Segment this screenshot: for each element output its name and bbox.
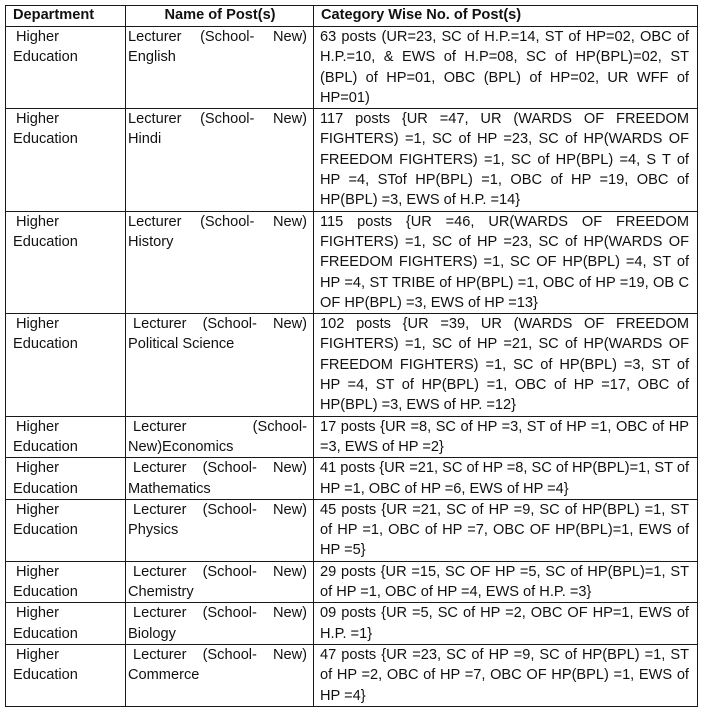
posts-table <box>5 5 698 707</box>
post-line1: Lecturer (School- New) <box>128 29 307 45</box>
department-line1: Higher <box>16 213 59 230</box>
department-line2: Education <box>13 233 78 250</box>
post-line1: Lecturer (School- New) <box>133 646 307 663</box>
department-line1: Higher <box>16 418 59 435</box>
department-cell <box>6 499 126 561</box>
category-cell: 09 posts {UR =5, SC of HP =2, OBC OF HP=1, EWS of H.P. =1} <box>314 603 698 645</box>
table-row <box>6 416 698 458</box>
department-line2: Education <box>13 625 78 642</box>
department-line2: Education <box>13 667 78 684</box>
department-line2: Education <box>13 584 78 601</box>
header-category: Category Wise No. of Post(s) <box>314 6 698 27</box>
department-line2: Education <box>13 336 78 353</box>
post-name-cell <box>126 211 314 313</box>
post-name-cell <box>126 561 314 603</box>
department-cell <box>6 561 126 603</box>
post-name-cell <box>126 314 314 416</box>
post-line1: Lecturer (School- New) <box>128 213 307 230</box>
post-line2: Commerce <box>128 667 200 684</box>
department-line1: Higher <box>16 646 59 663</box>
department-line1: Higher <box>16 605 59 622</box>
post-name-cell <box>126 27 314 109</box>
department-line2: Education <box>13 522 78 539</box>
category-cell: 45 posts {UR =21, SC of HP =9, SC of HP(BPL) =1, ST of HP =1, OBC of HP =7, OBC OF HP(BPL)=1, EWS of HP =5} <box>314 499 698 561</box>
header-post-name: Name of Post(s) <box>126 6 314 27</box>
post-line2: New)Economics <box>128 438 234 455</box>
post-line2: Political Science <box>128 336 235 353</box>
post-line2: Hindi <box>128 131 162 148</box>
post-name-cell <box>126 603 314 645</box>
post-line2: Chemistry <box>128 584 194 601</box>
department-cell <box>6 416 126 458</box>
post-line2: English <box>128 49 176 66</box>
header-row <box>6 6 698 27</box>
department-cell <box>6 603 126 645</box>
category-cell: 47 posts {UR =23, SC of HP =9, SC of HP(BPL) =1, ST of HP =2, OBC of HP =7, OBC OF HP(BPL) =1, EWS of HP =4} <box>314 644 698 706</box>
department-cell <box>6 109 126 211</box>
department-line2: Education <box>13 438 78 455</box>
department-line2: Education <box>13 49 78 66</box>
post-name-cell <box>126 644 314 706</box>
department-cell <box>6 458 126 500</box>
table-row <box>6 603 698 645</box>
table-row <box>6 561 698 603</box>
department-line1: Higher <box>16 111 59 128</box>
department-cell <box>6 644 126 706</box>
department-line1: Higher <box>16 29 59 45</box>
table-row <box>6 644 698 706</box>
table-row <box>6 109 698 211</box>
department-line2: Education <box>13 480 78 497</box>
table-row <box>6 27 698 109</box>
post-name-cell <box>126 458 314 500</box>
category-cell: 117 posts {UR =47, UR (WARDS OF FREEDOM FIGHTERS) =1, SC of HP =23, SC of HP(WARDS OF FREEDOM FIGHTERS) =1, SC of HP(BPL) =4, S T of HP =4, STof HP(BPL) =1, OBC of HP =19, OBC of HP(BPL) =3, EWS of H.P. =14} <box>314 109 698 211</box>
department-line1: Higher <box>16 460 59 477</box>
post-name-cell <box>126 109 314 211</box>
post-line1: Lecturer (School- New) <box>133 460 307 477</box>
category-cell: 63 posts (UR=23, SC of H.P.=14, ST of HP=02, OBC of H.P.=10, & EWS of H.P=08, SC of HP(BPL)=02, ST (BPL) of HP=01, OBC (BPL) of HP=02, UR WFF of HP=01) <box>314 27 698 109</box>
department-cell <box>6 27 126 109</box>
post-line1: Lecturer (School- <box>133 418 307 435</box>
category-cell: 29 posts {UR =15, SC OF HP =5, SC of HP(BPL)=1, ST of HP =1, OBC of HP =4, EWS of H.P. =3} <box>314 561 698 603</box>
table-row <box>6 458 698 500</box>
category-cell: 115 posts {UR =46, UR(WARDS OF FREEDOM FIGHTERS) =1, SC of HP =23, SC of HP(WARDS OF FREEDOM FIGHTERS) =1, SC OF HP(BPL) =4, ST of HP =4, ST TRIBE of HP(BPL) =1, OBC of HP =19, OB C OF HP(BPL) =3, EWS of HP =13} <box>314 211 698 313</box>
post-line2: Mathematics <box>128 480 211 497</box>
post-line2: History <box>128 233 174 250</box>
post-name-cell <box>126 416 314 458</box>
header-department: Department <box>6 6 126 27</box>
post-line1: Lecturer (School- New) <box>133 316 307 333</box>
post-line1: Lecturer (School- New) <box>128 111 307 128</box>
table-row <box>6 211 698 313</box>
department-line2: Education <box>13 131 78 148</box>
post-line1: Lecturer (School- New) <box>133 563 307 580</box>
department-line1: Higher <box>16 316 59 333</box>
category-cell: 102 posts {UR =39, UR (WARDS OF FREEDOM FIGHTERS) =1, SC of HP =21, SC of HP(WARDS OF FREEDOM FIGHTERS) =1, SC of HP(BPL) =3, ST of HP =4, ST of HP(BPL) =1, OBC of HP =17, OBC of HP(BPL) =3, EWS of HP. =12} <box>314 314 698 416</box>
department-line1: Higher <box>16 501 59 518</box>
table-row <box>6 499 698 561</box>
post-line1: Lecturer (School- New) <box>133 501 307 518</box>
table-row <box>6 314 698 416</box>
post-line2: Biology <box>128 625 176 642</box>
post-name-cell <box>126 499 314 561</box>
department-cell <box>6 211 126 313</box>
post-line1: Lecturer (School- New) <box>133 605 307 622</box>
department-line1: Higher <box>16 563 59 580</box>
category-cell: 41 posts {UR =21, SC of HP =8, SC of HP(BPL)=1, ST of HP =1, OBC of HP =6, EWS of HP =4} <box>314 458 698 500</box>
category-cell: 17 posts {UR =8, SC of HP =3, ST of HP =1, OBC of HP =3, EWS of HP =2} <box>314 416 698 458</box>
post-line2: Physics <box>128 522 179 539</box>
department-cell <box>6 314 126 416</box>
